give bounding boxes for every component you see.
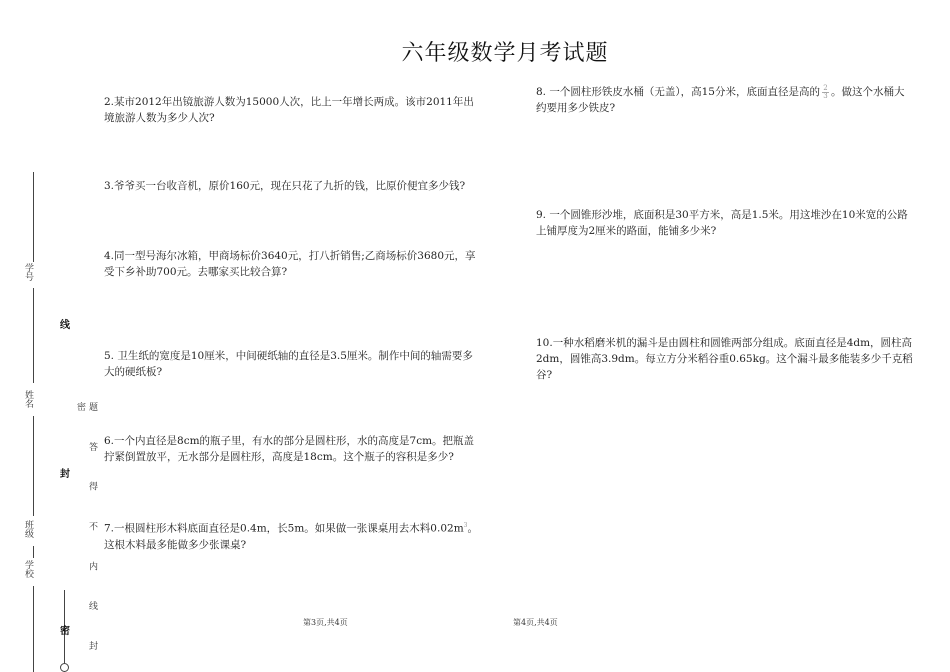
seal-xian-mark: 线 <box>60 320 70 331</box>
question-5: 5. 卫生纸的宽度是10厘米，中间硬纸轴的直径是3.5厘米。制作中间的轴需要多大的硬纸板? <box>104 350 473 378</box>
binding-hole-circle <box>60 663 69 672</box>
question-8 <box>536 84 914 116</box>
class-line <box>33 416 34 516</box>
seal-feng-mark: 封 <box>60 469 70 480</box>
fraction-denominator: 3 <box>823 91 828 100</box>
question-7 <box>104 518 482 553</box>
name-line-top <box>33 288 34 383</box>
question-8-text-b: 。做这个水桶大约要用多少铁皮? <box>536 86 905 114</box>
name-label: 姓名 <box>23 390 33 408</box>
fraction-two-thirds <box>822 85 829 100</box>
footer-page-3: 第3页,共4页 <box>303 618 348 627</box>
student-id-label: 学号 <box>23 263 33 281</box>
class-label: 班级 <box>23 520 33 538</box>
school-label: 学校 <box>23 560 33 578</box>
school-line <box>33 586 34 672</box>
question-7-text-a: 7.一根圆柱形木料底面直径是0.4m，长5m。如果做一张课桌用去木料0.02m <box>104 522 464 535</box>
question-6: 6.一个内直径是8cm的瓶子里，有水的部分是圆柱形，水的高度是7cm。把瓶盖拧紧倒置放平，无水部分是圆柱形，高度是18cm。这个瓶子的容积是多少? <box>104 435 475 463</box>
question-7-superscript: 3 <box>463 522 468 529</box>
question-9: 9. 一个圆锥形沙堆，底面积是30平方米，高是1.5米。用这堆沙在10米宽的公路上铺厚度为2厘米的路面，能铺多少米? <box>536 209 908 237</box>
question-3: 3.爷爷买一台收音机，原价160元，现在只花了九折的钱，比原价便宜多少钱? <box>104 180 466 192</box>
class-line-bottom <box>33 546 34 558</box>
student-id-line <box>33 172 34 262</box>
seal-mi-mark: 密 <box>60 626 70 637</box>
question-10: 10.一种水稻磨米机的漏斗是由圆柱和圆锥两部分组成。底面直径是4dm，圆柱高2dm，圆锥高3.9dm。每立方分米稻谷重0.65kg。这个漏斗最多能装多少千克稻谷? <box>536 337 913 381</box>
no-answer-warning: 题 答 得 不 内 线 封 密 <box>75 402 97 665</box>
footer-page-4: 第4页,共4页 <box>513 618 558 627</box>
question-7-text-b: 。这根木料最多能做多少张课桌? <box>104 522 478 551</box>
fraction-numerator: 2 <box>823 83 828 92</box>
question-8-text-a: 8. 一个圆柱形铁皮水桶（无盖），高15分米，底面直径是高的 <box>536 86 820 98</box>
question-4: 4.同一型号海尔冰箱，甲商场标价3640元，打八折销售;乙商场标价3680元，享受下乡补助700元。去哪家买比较合算? <box>104 250 476 278</box>
question-2: 2.某市2012年出镜旅游人数为15000人次，比上一年增长两成。该市2011年出境旅游人数为多少人次? <box>104 96 474 124</box>
page-title: 六年级数学月考试题 <box>401 41 609 66</box>
